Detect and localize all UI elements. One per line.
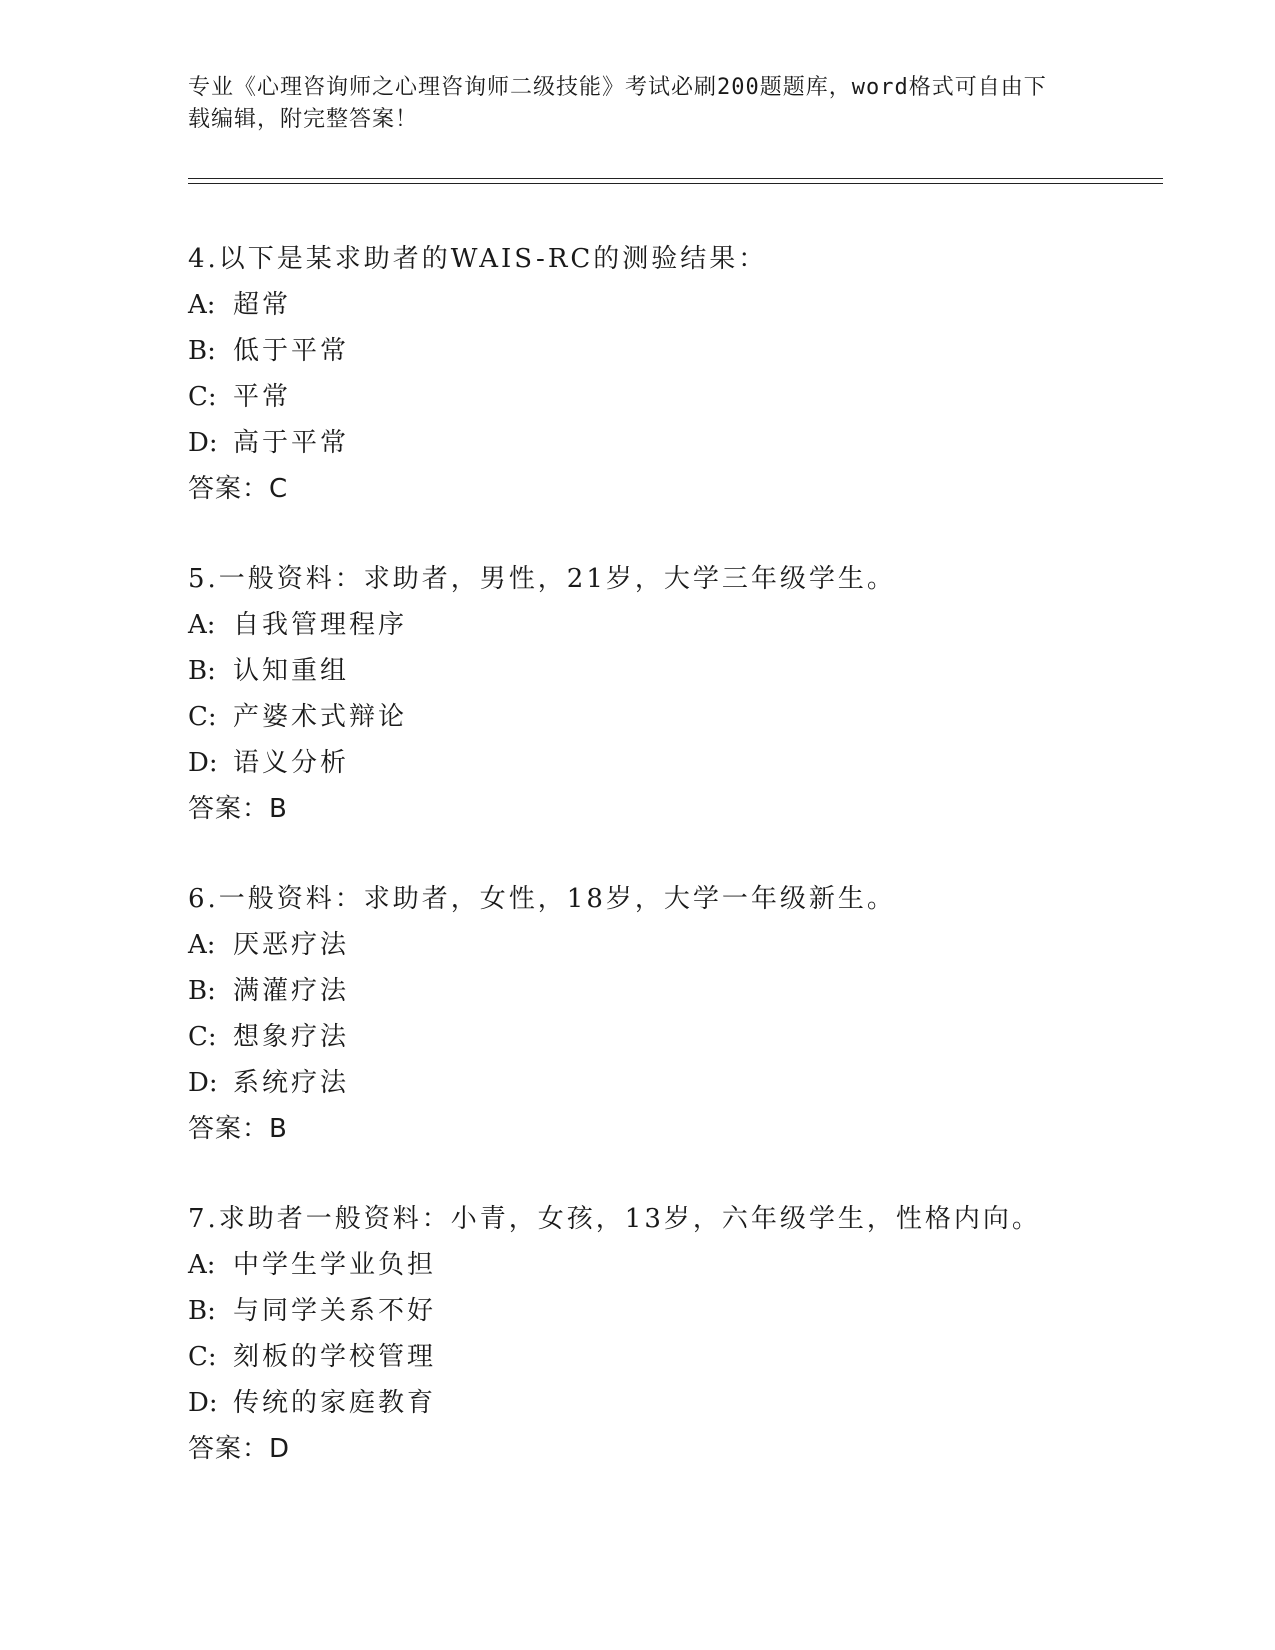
option-c: [188, 694, 1163, 740]
question-stem: 4.以下是某求助者的WAIS-RC的测验结果：: [188, 244, 768, 274]
option-c: [188, 1334, 1163, 1380]
header-divider-bottom: [188, 183, 1163, 184]
answer-line: 答案：B: [188, 1114, 288, 1144]
question-5: [188, 556, 1163, 832]
question-stem: 7.求助者一般资料：小青，女孩，13岁，六年级学生，性格内向。: [188, 1204, 1041, 1234]
option-letter: B:: [188, 1296, 216, 1326]
option-c: [188, 374, 1163, 420]
question-7: [188, 1196, 1163, 1472]
question-stem: 6.一般资料：求助者，女性，18岁，大学一年级新生。: [188, 884, 896, 914]
option-text: 与同学关系不好: [233, 1296, 437, 1326]
option-text: 刻板的学校管理: [233, 1342, 437, 1372]
option-text: 传统的家庭教育: [233, 1388, 437, 1418]
option-d: [188, 1060, 1163, 1106]
option-a: [188, 1242, 1163, 1288]
question-4: [188, 236, 1163, 512]
option-text: 平常: [233, 382, 292, 412]
option-text: 想象疗法: [233, 1022, 350, 1052]
option-letter: C:: [188, 1342, 217, 1372]
option-text: 满灌疗法: [233, 976, 350, 1006]
option-letter: D:: [188, 1388, 218, 1418]
option-a: [188, 922, 1163, 968]
answer-line: 答案：D: [188, 1434, 291, 1464]
option-c: [188, 1014, 1163, 1060]
option-text: 中学生学业负担: [233, 1250, 437, 1280]
option-text: 高于平常: [233, 428, 350, 458]
option-d: [188, 1380, 1163, 1426]
option-letter: A:: [188, 930, 216, 960]
option-letter: B:: [188, 976, 216, 1006]
option-text: 系统疗法: [233, 1068, 350, 1098]
document-header: 专业《心理咨询师之心理咨询师二级技能》考试必刷200题题库，word格式可自由下载编辑，附完整答案！: [188, 75, 1047, 132]
option-d: [188, 740, 1163, 786]
option-text: 语义分析: [233, 748, 350, 778]
option-text: 产婆术式辩论: [233, 702, 408, 732]
option-letter: C:: [188, 702, 217, 732]
option-letter: A:: [188, 610, 216, 640]
option-a: [188, 602, 1163, 648]
option-b: [188, 328, 1163, 374]
option-text: 自我管理程序: [233, 610, 408, 640]
option-text: 认知重组: [233, 656, 350, 686]
option-b: [188, 1288, 1163, 1334]
option-letter: C:: [188, 1022, 217, 1052]
answer-line: 答案：C: [188, 474, 289, 504]
option-text: 超常: [233, 290, 292, 320]
option-letter: D:: [188, 428, 218, 458]
option-letter: A:: [188, 1250, 216, 1280]
option-b: [188, 648, 1163, 694]
question-stem: 5.一般资料：求助者，男性，21岁，大学三年级学生。: [188, 564, 896, 594]
question-list: [188, 236, 1163, 1516]
option-letter: B:: [188, 336, 216, 366]
option-d: [188, 420, 1163, 466]
question-6: [188, 876, 1163, 1152]
option-letter: D:: [188, 748, 218, 778]
option-text: 低于平常: [233, 336, 350, 366]
header-divider-top: [188, 178, 1163, 179]
option-text: 厌恶疗法: [233, 930, 350, 960]
option-letter: C:: [188, 382, 217, 412]
option-a: [188, 282, 1163, 328]
answer-line: 答案：B: [188, 794, 288, 824]
option-b: [188, 968, 1163, 1014]
option-letter: B:: [188, 656, 216, 686]
option-letter: D:: [188, 1068, 218, 1098]
option-letter: A:: [188, 290, 216, 320]
